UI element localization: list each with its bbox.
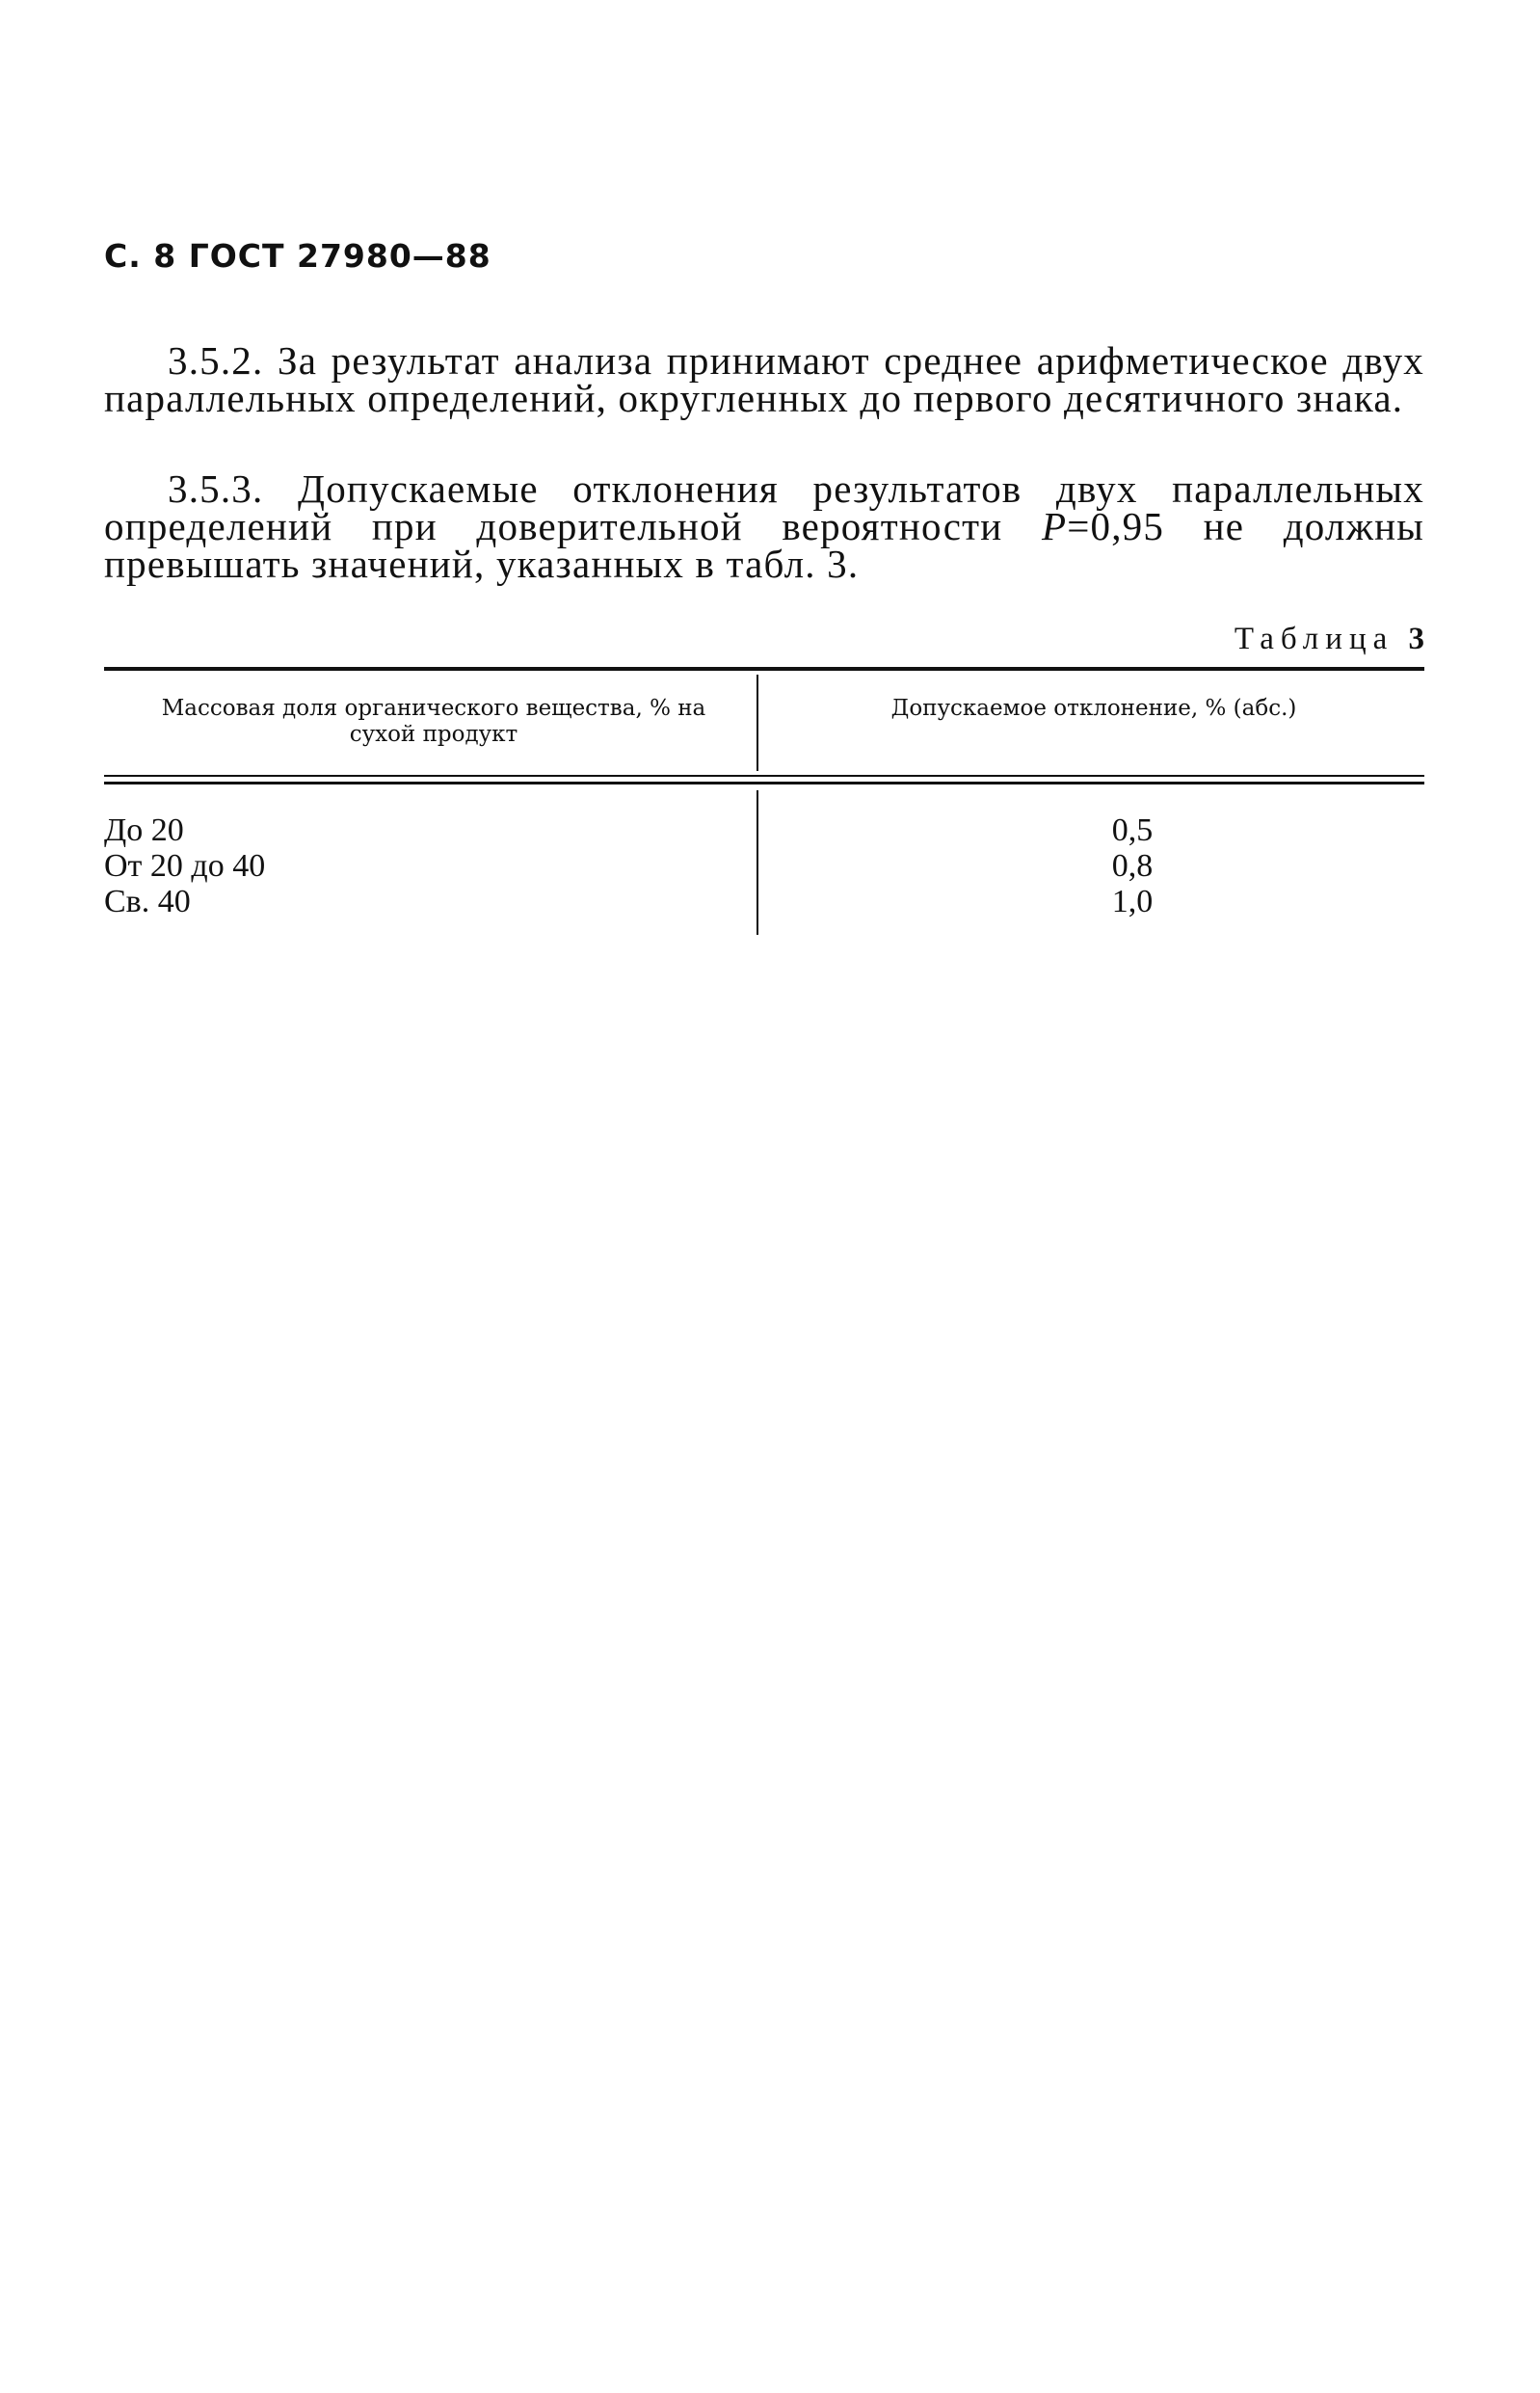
table-header-rule xyxy=(104,775,1424,777)
table-header-divider xyxy=(757,675,758,771)
paragraph-3-5-3-text-start: 3.5.3. Допускаемые отклонения результатов двух параллельных определений при доверительной вероятности xyxy=(104,466,1424,548)
probability-symbol: P xyxy=(1041,504,1068,548)
table-cell-deviation: 0,5 xyxy=(1111,812,1154,848)
paragraph-3-5-2-text: 3.5.2. За результат анализа принимают среднее арифметическое двух параллельных определений, округленных до первого десятичного знака. xyxy=(104,338,1424,420)
table-header-deviation: Допускаемое отклонение, % (абс.) xyxy=(890,696,1297,721)
table-cell-deviation: 1,0 xyxy=(1111,884,1154,919)
table-body-divider xyxy=(757,790,758,935)
table-caption xyxy=(1235,622,1424,657)
table-header-rule-double xyxy=(104,782,1424,784)
table-header-mass-fraction: Массовая доля органического вещества, % на сухой продукт xyxy=(161,696,706,747)
table-cell-range: Св. 40 xyxy=(104,884,191,919)
table-cell-range: От 20 до 40 xyxy=(104,848,266,884)
table-cell-deviation: 0,8 xyxy=(1111,848,1154,884)
paragraph-3-5-2 xyxy=(104,338,1424,420)
page-header: С. 8 ГОСТ 27980—88 xyxy=(104,237,491,275)
paragraph-3-5-3-text-end: =0,95 не должны превышать значений, указанных в табл. 3. xyxy=(104,504,1424,586)
table-caption-number: 3 xyxy=(1408,622,1424,656)
table-caption-word: Таблица xyxy=(1234,622,1394,656)
paragraph-3-5-3 xyxy=(104,466,1424,586)
table-cell-range: До 20 xyxy=(104,812,184,848)
table-top-rule xyxy=(104,667,1424,671)
